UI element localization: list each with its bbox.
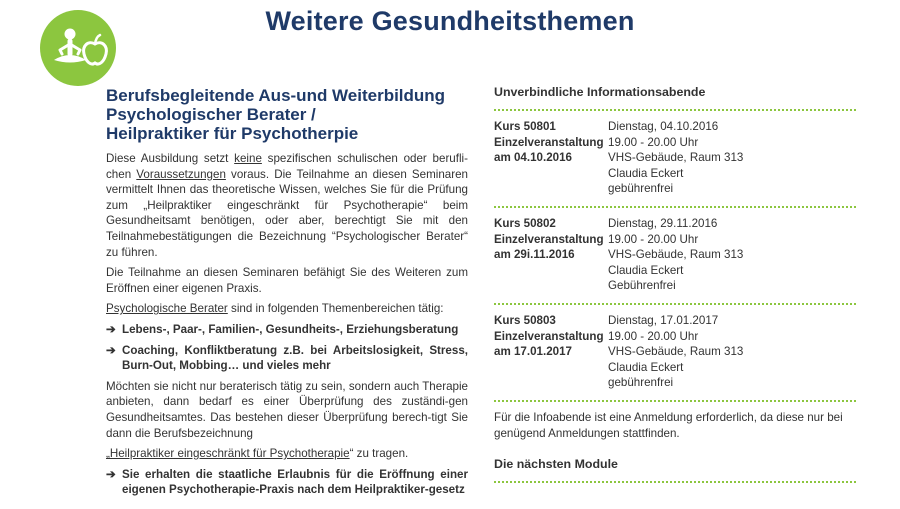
- modules-heading: Die nächsten Module: [494, 457, 618, 472]
- course-place: VHS-Gebäude, Raum 313: [608, 345, 744, 359]
- bullet-item: ➔ Sie erhalten die staatliche Erlaubnis für die Eröffnung einer eigenen Psychotherapie-Praxis nach dem Heilpraktiker-gesetz: [106, 467, 468, 497]
- intro-paragraph: Diese Ausbildung setzt keine spezifischen schulischen oder berufli-chen Voraussetzungen voraus. Die Teilnahme an diesen Seminaren vermittelt Ihnen das theoretische Wissen, welches Sie für die Prüfung zum „Heilpraktiker eingeschränkt für Psychotherapie“ beim Gesundheitsamt benötigen, oder aber, berechtigt Sie mit den Teilnahmebestätigungen die Bezeichnung “Psychologischer Berater“ zu führen.: [106, 152, 468, 259]
- bezeichnung-paragraph: „Heilpraktiker eingeschränkt für Psychotherapie“ zu tragen.: [106, 447, 409, 461]
- info-heading: Unverbindliche Informationsabende: [494, 85, 706, 99]
- dotted-divider: [494, 206, 856, 208]
- course-number: Kurs 50802: [494, 216, 556, 230]
- themen-paragraph: Psychologische Berater sind in folgenden Themenbereichen tätig:: [106, 302, 444, 316]
- page-title: Weitere Gesundheitsthemen: [265, 6, 635, 36]
- course-date: Dienstag, 17.01.2017: [608, 313, 719, 327]
- underlined-text: Psychologische Berater: [106, 302, 228, 316]
- underlined-text: „Heilpraktiker eingeschränkt für Psychotherapie: [106, 447, 350, 461]
- dotted-divider: [494, 109, 856, 111]
- course-date-short: am 04.10.2016: [494, 151, 573, 165]
- heading-line: Berufsbegleitende Aus-und Weiterbildung: [106, 86, 446, 105]
- course-date: Dienstag, 29.11.2016: [608, 216, 718, 230]
- course-time: 19.00 - 20.00 Uhr: [608, 232, 699, 246]
- course-place: VHS-Gebäude, Raum 313: [608, 248, 744, 262]
- course-date: Dienstag, 04.10.2016: [608, 120, 719, 133]
- therapie-paragraph: Möchten sie nicht nur beraterisch tätig zu sein, sondern auch Therapie anbieten, dann bedarf es einer Überprüfung des zuständi-gen Gesundheitsamtes. Das bestehen dieser Überprüfung berech-tigt Sie dann die Berufsbezeichnung: [106, 379, 468, 440]
- course-entry: [494, 313, 856, 391]
- course-type: Einzelveranstaltung: [494, 232, 604, 246]
- course-fee: gebührenfrei: [608, 376, 674, 390]
- registration-note: Für die Infoabende ist eine Anmeldung erforderlich, da diese nur bei genügend Anmeldungen stattfinden.: [494, 410, 843, 440]
- underlined-text: Voraussetzungen: [136, 167, 226, 181]
- course-fee: gebührenfrei: [608, 182, 674, 196]
- bullet-item: ➔ Lebens-, Paar-, Familien-, Gesundheits-, Erziehungsberatung: [106, 322, 459, 336]
- underlined-text: keine: [234, 152, 262, 165]
- praxis-paragraph: Die Teilnahme an diesen Seminaren befähigt Sie des Weiteren zum Eröffnen einer eigenen Praxis.: [106, 266, 468, 295]
- ausbildung-section: [106, 86, 468, 503]
- course-type: Einzelveranstaltung: [494, 329, 604, 343]
- info-section: [494, 84, 856, 491]
- dotted-divider: [494, 481, 856, 483]
- course-time: 19.00 - 20.00 Uhr: [608, 135, 699, 149]
- course-number: Kurs 50803: [494, 313, 556, 327]
- course-person: Claudia Eckert: [608, 360, 684, 374]
- course-person: Claudia Eckert: [608, 166, 684, 180]
- course-date-short: am 17.01.2017: [494, 345, 573, 359]
- arrow-icon: ➔: [106, 322, 116, 336]
- course-type: Einzelveranstaltung: [494, 135, 604, 149]
- course-fee: Gebührenfrei: [608, 279, 676, 293]
- arrow-icon: ➔: [106, 343, 116, 357]
- dotted-divider: [494, 303, 856, 305]
- arrow-icon: ➔: [106, 467, 116, 481]
- course-person: Claudia Eckert: [608, 263, 684, 277]
- section-heading: [106, 86, 468, 143]
- meditation-apple-icon: [40, 10, 116, 86]
- bullet-item: ➔ Coaching, Konfliktberatung z.B. bei Arbeitslosigkeit, Stress, Burn-Out, Mobbing… und vieles mehr: [106, 343, 468, 373]
- course-place: VHS-Gebäude, Raum 313: [608, 151, 744, 165]
- course-entry: [494, 216, 856, 294]
- course-date-short: am 29i.11.2016: [494, 248, 575, 262]
- dotted-divider: [494, 400, 856, 402]
- heading-line: Heilpraktiker für Psychotherpie: [106, 124, 359, 143]
- course-number: Kurs 50801: [494, 120, 556, 133]
- course-time: 19.00 - 20.00 Uhr: [608, 329, 699, 343]
- heading-line: Psychologischer Berater /: [106, 105, 316, 124]
- course-entry: [494, 119, 856, 197]
